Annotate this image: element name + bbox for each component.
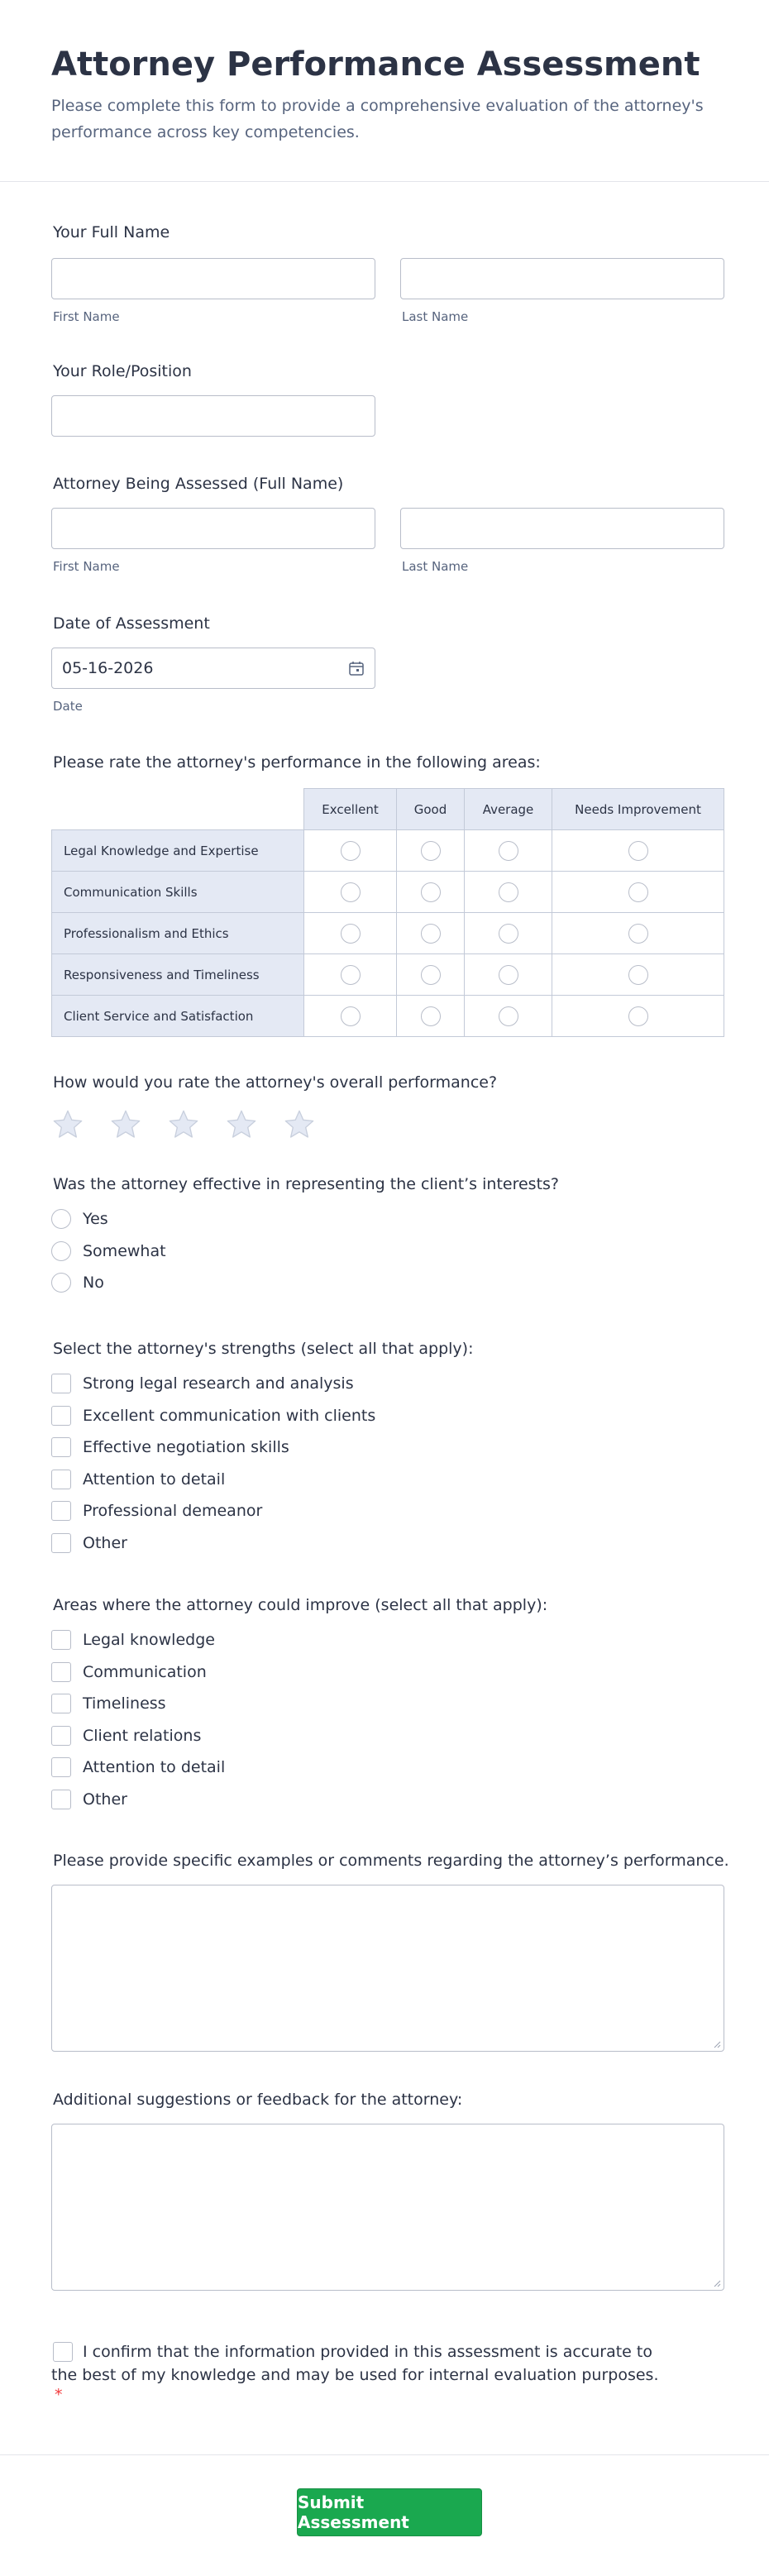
improve-option[interactable] <box>51 1656 547 1689</box>
matrix-section <box>51 753 724 1037</box>
rating-matrix <box>51 788 724 1037</box>
matrix-radio[interactable] <box>628 1006 648 1026</box>
matrix-row-label: Professionalism and Ethics <box>52 913 304 954</box>
effective-option-somewhat[interactable] <box>51 1235 559 1268</box>
date-label: Date of Assessment <box>53 614 210 633</box>
matrix-radio[interactable] <box>499 1006 518 1026</box>
option-label: Yes <box>83 1210 108 1229</box>
matrix-radio[interactable] <box>421 965 441 985</box>
matrix-radio[interactable] <box>499 841 518 861</box>
matrix-row <box>52 996 724 1037</box>
strengths-option[interactable] <box>51 1431 474 1464</box>
matrix-col-average: Average <box>465 789 552 830</box>
improve-option[interactable] <box>51 1688 547 1720</box>
star-icon[interactable] <box>225 1108 258 1141</box>
star-icon[interactable] <box>283 1108 316 1141</box>
attorney-first-name-input[interactable] <box>51 508 375 549</box>
improve-option[interactable] <box>51 1720 547 1752</box>
option-label: Other <box>83 1533 127 1552</box>
your-name-label: Your Full Name <box>53 223 170 241</box>
option-label: No <box>83 1274 104 1293</box>
matrix-row <box>52 913 724 954</box>
submit-button[interactable]: Submit Assessment <box>297 2488 482 2536</box>
attorney-first-name-sublabel: First Name <box>53 559 120 574</box>
improve-label: Areas where the attorney could improve (select all that apply): <box>53 1596 548 1614</box>
matrix-radio[interactable] <box>341 924 361 944</box>
option-label: Effective negotiation skills <box>83 1438 289 1457</box>
checkbox[interactable] <box>51 1533 71 1553</box>
attorney-name-label: Attorney Being Assessed (Full Name) <box>53 475 344 493</box>
option-label: Other <box>83 1790 127 1809</box>
strengths-option[interactable] <box>51 1464 474 1496</box>
suggestions-label: Additional suggestions or feedback for the attorney: <box>53 2091 463 2109</box>
improve-option[interactable] <box>51 1784 547 1816</box>
examples-label: Please provide specific examples or comments regarding the attorney’s performance. <box>53 1852 729 1870</box>
matrix-radio[interactable] <box>628 841 648 861</box>
matrix-radio[interactable] <box>421 1006 441 1026</box>
suggestions-section <box>51 2091 724 2291</box>
matrix-col-good: Good <box>397 789 465 830</box>
confirm-line-2: the best of my knowledge and may be used for internal evaluation purposes. <box>51 2366 659 2384</box>
confirm-checkbox[interactable] <box>53 2342 73 2362</box>
matrix-corner <box>52 789 304 830</box>
checkbox[interactable] <box>51 1470 71 1489</box>
star-icon[interactable] <box>51 1108 84 1141</box>
option-label: Communication <box>83 1662 207 1681</box>
matrix-row-label: Legal Knowledge and Expertise <box>52 830 304 872</box>
date-input[interactable] <box>51 648 375 689</box>
form-header <box>0 0 769 182</box>
role-input[interactable] <box>51 395 375 437</box>
option-label: Timeliness <box>83 1694 166 1713</box>
date-section <box>51 614 375 714</box>
page-title: Attorney Performance Assessment <box>51 45 700 84</box>
star-icon[interactable] <box>167 1108 200 1141</box>
your-last-name-input[interactable] <box>400 258 724 299</box>
strengths-option[interactable] <box>51 1400 474 1432</box>
effective-option-yes[interactable] <box>51 1203 559 1235</box>
matrix-radio[interactable] <box>421 924 441 944</box>
option-label: Client relations <box>83 1726 202 1745</box>
strengths-option[interactable] <box>51 1495 474 1527</box>
option-label: Strong legal research and analysis <box>83 1374 354 1393</box>
attorney-name-section <box>51 475 724 574</box>
form-footer <box>0 2454 769 2576</box>
your-name-section <box>51 223 724 324</box>
option-label: Legal knowledge <box>83 1631 215 1650</box>
strengths-option[interactable] <box>51 1368 474 1400</box>
matrix-radio[interactable] <box>628 882 648 902</box>
matrix-row-label: Responsiveness and Timeliness <box>52 954 304 996</box>
matrix-radio[interactable] <box>499 924 518 944</box>
your-first-name-sublabel: First Name <box>53 309 120 324</box>
strengths-section <box>51 1340 474 1559</box>
your-last-name-sublabel: Last Name <box>402 309 469 324</box>
option-label: Professional demeanor <box>83 1502 263 1521</box>
matrix-radio[interactable] <box>341 1006 361 1026</box>
matrix-radio[interactable] <box>341 882 361 902</box>
checkbox[interactable] <box>51 1694 71 1713</box>
star-rating <box>51 1108 497 1141</box>
suggestions-textarea[interactable] <box>51 2124 724 2291</box>
radio-button[interactable] <box>51 1273 71 1293</box>
checkbox[interactable] <box>51 1630 71 1650</box>
matrix-radio[interactable] <box>421 841 441 861</box>
option-label: Attention to detail <box>83 1470 226 1489</box>
required-mark: * <box>55 2386 63 2404</box>
overall-section <box>51 1073 497 1141</box>
effective-section <box>51 1175 559 1299</box>
matrix-row <box>52 872 724 913</box>
attorney-last-name-sublabel: Last Name <box>402 559 469 574</box>
page-subtitle: Please complete this form to provide a comprehensive evaluation of the attorney's performance across key competencies. <box>51 97 704 141</box>
resize-handle-icon[interactable] <box>713 2279 721 2287</box>
confirm-line-1: I confirm that the information provided in this assessment is accurate to <box>83 2343 652 2361</box>
matrix-radio[interactable] <box>341 965 361 985</box>
radio-button[interactable] <box>51 1209 71 1229</box>
resize-handle-icon[interactable] <box>713 2040 721 2048</box>
matrix-col-excellent: Excellent <box>304 789 397 830</box>
overall-label: How would you rate the attorney's overall performance? <box>53 1073 498 1092</box>
improve-section <box>51 1596 547 1815</box>
strengths-option[interactable] <box>51 1527 474 1560</box>
role-section <box>51 362 375 437</box>
examples-textarea[interactable] <box>51 1885 724 2052</box>
attorney-last-name-input[interactable] <box>400 508 724 549</box>
matrix-radio[interactable] <box>628 965 648 985</box>
strengths-label: Select the attorney's strengths (select all that apply): <box>53 1340 474 1358</box>
option-label: Excellent communication with clients <box>83 1406 376 1425</box>
your-first-name-input[interactable] <box>51 258 375 299</box>
matrix-radio[interactable] <box>628 924 648 944</box>
matrix-row <box>52 954 724 996</box>
date-value: 05-16-2026 <box>62 659 154 677</box>
role-label: Your Role/Position <box>53 362 192 380</box>
star-icon[interactable] <box>109 1108 142 1141</box>
matrix-radio[interactable] <box>499 965 518 985</box>
checkbox[interactable] <box>51 1374 71 1393</box>
radio-button[interactable] <box>51 1241 71 1261</box>
option-label: Somewhat <box>83 1241 166 1260</box>
matrix-radio[interactable] <box>341 841 361 861</box>
checkbox[interactable] <box>51 1726 71 1746</box>
checkbox[interactable] <box>51 1406 71 1426</box>
examples-section <box>51 1852 729 2052</box>
matrix-radio[interactable] <box>421 882 441 902</box>
option-label: Attention to detail <box>83 1758 226 1777</box>
date-sublabel: Date <box>53 699 83 714</box>
effective-label: Was the attorney effective in representing the client’s interests? <box>53 1175 559 1193</box>
calendar-icon[interactable] <box>348 660 365 676</box>
improve-option[interactable] <box>51 1624 547 1656</box>
checkbox[interactable] <box>51 1662 71 1682</box>
matrix-row <box>52 830 724 872</box>
matrix-row-label: Client Service and Satisfaction <box>52 996 304 1037</box>
checkbox[interactable] <box>51 1790 71 1809</box>
matrix-label: Please rate the attorney's performance in the following areas: <box>53 753 541 772</box>
matrix-row-label: Communication Skills <box>52 872 304 913</box>
effective-option-no[interactable] <box>51 1267 559 1299</box>
matrix-col-needs-improvement: Needs Improvement <box>552 789 724 830</box>
confirm-section <box>51 2340 724 2403</box>
checkbox[interactable] <box>51 1501 71 1521</box>
matrix-radio[interactable] <box>499 882 518 902</box>
checkbox[interactable] <box>51 1757 71 1777</box>
checkbox[interactable] <box>51 1437 71 1457</box>
improve-option[interactable] <box>51 1752 547 1784</box>
